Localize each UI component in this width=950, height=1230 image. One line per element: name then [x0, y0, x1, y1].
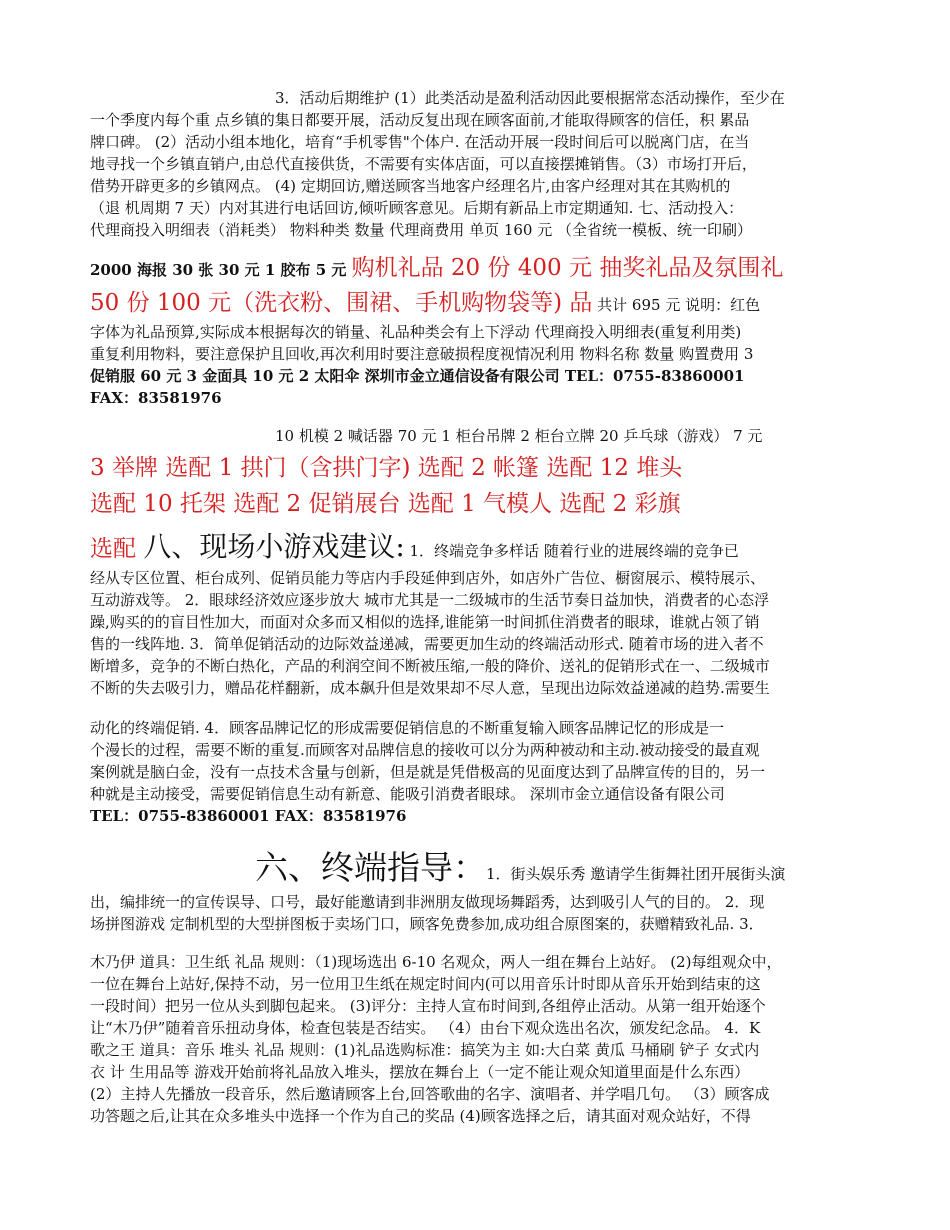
- text-line-mixed: [90, 252, 860, 284]
- text-line: 重复利用物料，要注意保护且回收,再次利用时要注意破损程度视情况利用 物料名称 数量 购置费用 3: [90, 345, 754, 363]
- text-line: 衣 计 生用品等 游戏开始前将礼品放入堆头，摆放在舞台上（一定不能让观众知道里面是什么东西）: [90, 1063, 750, 1081]
- text-span: 1．终端竞争多样话 随着行业的进展终端的竞争已: [404, 542, 739, 560]
- text-line: 10 机模 2 喊话器 70 元 1 柜台吊牌 2 柜台立牌 20 乒乓球（游戏） 7 元: [275, 427, 763, 445]
- text-line: 一位在舞台上站好,保持不动，另一位用卫生纸在规定时间内(可以用音乐计时即从音乐开始到结束的这: [90, 975, 761, 993]
- section-heading: 六、终端指导：: [255, 848, 486, 887]
- text-span: 1．街头娱乐秀 邀请学生街舞社团开展街头演: [486, 865, 786, 883]
- text-line: 一段时间）把另一位从头到脚包起来。 (3)评分：主持人宣布时间到,各组停止活动。从第一组开始逐个: [90, 997, 766, 1015]
- text-line: 牌口碑。 (2）活动小组本地化，培育“手机零售"个体户. 在活动开展一段时间后可以脱离门店，在当: [90, 133, 750, 151]
- red-text-span: 50 份 100 元（洗衣粉、围裙、手机购物袋等) 品: [90, 290, 593, 316]
- text-line: 让“木乃伊”随着音乐扭动身体，检查包装是否结实。 （4）由台下观众选出名次，颁发纪念品。 4．K: [90, 1019, 761, 1037]
- text-line: 个漫长的过程，需要不断的重复.而顾客对品牌信息的接收可以分为两种被动和主动.被动接受的最直观: [90, 741, 760, 759]
- text-line: 歌之王 道具：音乐 堆头 礼品 规则：(1)礼品选购标准：搞笑为主 如:大白菜 黄瓜 马桶刷 铲子 女式内: [90, 1041, 760, 1059]
- text-span: 共计 695 元 说明：红色: [592, 296, 761, 314]
- text-line: 互动游戏等。 2．眼球经济效应逐步放大 城市尤其是一二级城市的生活节奏日益加快，消费者的心态浮: [90, 591, 770, 609]
- text-span: 2000 海报 30 张 30 元 1 胶布 5 元: [90, 261, 352, 279]
- text-line: 3．活动后期维护 (1）此类活动是盈利活动因此要根据常态活动操作，至少在: [275, 89, 785, 107]
- red-text-span: 购机礼品 20 份 400 元 抽奖礼品及氛围礼: [351, 255, 784, 281]
- text-line: 借势开辟更多的乡镇网点。 (4) 定期回访,赠送顾客当地客户经理名片,由客户经理对其在其购机的: [90, 177, 731, 195]
- text-line: 经从专区位置、柜台成列、促销员能力等店内手段延伸到店外，如店外广告位、橱窗展示、模特展示、: [90, 569, 766, 587]
- text-line: 不断的失去吸引力，赠品花样翻新，成本飙升但是效果却不尽人意，呈现出边际效益递减的趋势.需要生: [90, 679, 770, 697]
- text-line: 案例就是脑白金，没有一点技术含量与创新，但是就是凭借极高的见面度达到了品牌宣传的目的，另一: [90, 763, 766, 781]
- red-text-line: 选配 10 托架 选配 2 促销展台 选配 1 气模人 选配 2 彩旗: [90, 491, 681, 517]
- text-line: (2）主持人先播放一段音乐，然后邀请顾客上台,回答歌曲的名字、演唱者、并学唱几句。 （3）顾客成: [90, 1085, 770, 1103]
- text-line-heading: [255, 848, 860, 888]
- text-line: 代理商投入明细表（消耗类） 物料种类 数量 代理商费用 单页 160 元 （全省统一模板、统一印刷）: [90, 221, 753, 239]
- text-line-heading: [90, 528, 860, 566]
- text-line: FAX：83581976: [90, 389, 222, 407]
- red-text-line: 3 举牌 选配 1 拱门（含拱门字) 选配 2 帐篷 选配 12 堆头: [90, 455, 683, 481]
- red-text-span: 选配: [90, 536, 144, 562]
- text-line: 场拼图游戏 定制机型的大型拼图板于卖场门口，顾客免费参加,成功组合原图案的，获赠精致礼品. 3．: [90, 915, 764, 933]
- text-line: 售的一线阵地. 3．简单促销活动的边际效益递减，需要更加生动的终端活动形式. 随着市场的进入者不: [90, 635, 764, 653]
- text-line: 促销服 60 元 3 金面具 10 元 2 太阳伞 深圳市金立通信设备有限公司 TEL：0755-83860001: [90, 367, 745, 385]
- text-line: 断增多，竞争的不断白热化，产品的利润空间不断被压缩,一般的降价、送礼的促销形式在一、二级城市: [90, 657, 770, 675]
- section-heading: 八、现场小游戏建议:: [143, 530, 405, 563]
- text-line-mixed: [90, 287, 860, 319]
- text-line: （退 机周期 7 天）内对其进行电话回访,倾听顾客意见。后期有新品上市定期通知. 七、活动投入：: [90, 199, 744, 217]
- text-line: 躁,购买的的盲目性加大，而面对众多而又相似的选择,谁能第一时间抓住消费者的眼球，谁就占领了销: [90, 613, 760, 631]
- text-line: 地寻找一个乡镇直销户,由总代直接供货，不需要有实体店面，可以直接摆摊销售。（3）市场打开后，: [90, 155, 757, 173]
- text-line: 木乃伊 道具：卫生纸 礼品 规则：（1)现场选出 6-10 名观众，两人一组在舞台上站好。 (2)每组观众中，: [90, 953, 782, 971]
- text-line: 动化的终端促销. 4．顾客品牌记忆的形成需要促销信息的不断重复输入顾客品牌记忆的形成是一: [90, 719, 725, 737]
- text-line: 种就是主动接受，需要促销信息生动有新意、能吸引消费者眼球。 深圳市金立通信设备有限公司: [90, 785, 725, 803]
- text-line: TEL：0755-83860001 FAX：83581976: [90, 807, 407, 825]
- text-line: 出，编排统一的宣传误导、口号，最好能邀请到非洲朋友做现场舞蹈秀，达到吸引人气的目的。 2．现: [90, 893, 765, 911]
- text-line: 功答题之后,让其在众多堆头中选择一个作为自己的奖品 (4)顾客选择之后，请其面对观众站好，不得: [90, 1107, 751, 1125]
- text-line: 字体为礼品预算,实际成本根据每次的销量、礼品种类会有上下浮动 代理商投入明细表(重复利用类): [90, 323, 742, 341]
- text-line: 一个季度内每个重 点乡镇的集日都要开展，活动反复出现在顾客面前,才能取得顾客的信任，积 累品: [90, 111, 750, 129]
